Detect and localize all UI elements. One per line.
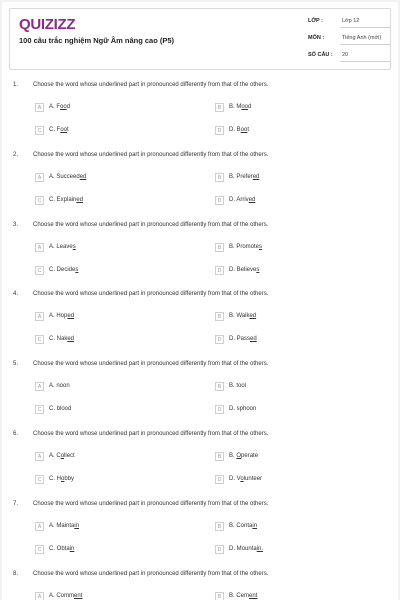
option-text-part: Explain xyxy=(56,196,77,203)
underlined-part: in xyxy=(74,522,80,529)
option-text-part: Walk xyxy=(236,313,250,320)
option-letter-box: A xyxy=(35,173,44,182)
underlined-part: ed xyxy=(248,196,256,203)
question-text: Choose the word whose underlined part in pronounced differently from that of the others. xyxy=(33,500,269,507)
option-letter-box: C xyxy=(35,196,44,205)
underlined-part: ed xyxy=(76,196,84,203)
option-text-part: B. xyxy=(229,313,237,320)
question-text: Choose the word whose underlined part in pronounced differently from that of the others. xyxy=(33,570,269,577)
question-text: Choose the word whose underlined part in pronounced differently from that of the others. xyxy=(33,431,269,437)
option-text-part: C. xyxy=(49,266,57,273)
meta-label: LỚP : xyxy=(308,18,323,24)
option-letter-box: A xyxy=(35,452,44,461)
underlined-part: s xyxy=(75,266,79,273)
option-text-part: Comm xyxy=(56,592,75,599)
meta-underline xyxy=(340,61,390,62)
option-text-part: D. xyxy=(229,336,237,343)
option-text xyxy=(229,197,255,203)
option-text-part: Conta xyxy=(236,522,253,529)
option-text xyxy=(49,336,74,342)
option-text xyxy=(49,313,74,319)
option-text-part: A. xyxy=(49,592,57,599)
option-text-part: sphoon xyxy=(236,406,257,413)
question-number: 8. xyxy=(13,570,19,577)
option-letter-box: D xyxy=(215,335,224,344)
underlined-part: s xyxy=(72,243,76,250)
option-text-part: B. xyxy=(229,173,237,180)
question-3 xyxy=(2,222,398,282)
option-text-part: B. xyxy=(229,243,237,250)
underlined-part: in xyxy=(252,522,258,529)
question-1 xyxy=(2,82,398,142)
option-text-part: B xyxy=(236,127,241,133)
option-letter-box: D xyxy=(215,405,224,414)
option-text xyxy=(229,523,257,529)
option-text xyxy=(49,523,79,529)
option-text xyxy=(49,127,69,133)
underlined-part: ent xyxy=(249,592,258,599)
option-text-part: B. xyxy=(229,592,237,599)
option-text xyxy=(49,383,70,389)
option-text xyxy=(49,244,76,250)
option-text xyxy=(49,104,70,110)
option-text-part: Prefer xyxy=(236,173,253,180)
option-text-part: Mounta xyxy=(236,545,257,552)
option-text-part: A. xyxy=(49,453,57,459)
option-letter-box: C xyxy=(35,126,44,135)
option-text-part: H xyxy=(56,476,62,482)
option-text-part: t xyxy=(247,127,250,133)
question-7 xyxy=(2,501,398,561)
option-text-part: C. xyxy=(49,336,57,343)
option-text-part: B. xyxy=(229,453,237,459)
option-letter-box: B xyxy=(215,243,224,252)
option-text xyxy=(229,127,249,133)
option-text xyxy=(229,104,251,110)
option-text-part: Leave xyxy=(56,243,73,250)
option-text-part: A. xyxy=(49,522,57,529)
meta-underline xyxy=(340,44,390,45)
option-text-part: noon xyxy=(56,383,70,390)
option-text-part: D. xyxy=(229,196,237,203)
option-text xyxy=(49,197,83,203)
option-text-part: llect xyxy=(64,453,75,459)
worksheet-meta xyxy=(308,18,390,69)
question-text: Choose the word whose underlined part in pronounced differently from that of the others. xyxy=(33,151,269,158)
underlined-part: oo xyxy=(240,127,248,133)
worksheet-header xyxy=(9,8,391,70)
option-text xyxy=(229,476,262,482)
underlined-part: s xyxy=(259,243,263,250)
question-5 xyxy=(2,361,398,421)
option-text-part: Pass xyxy=(236,336,251,343)
option-letter-box: A xyxy=(35,243,44,252)
option-text-part: C. xyxy=(49,127,57,133)
option-text xyxy=(229,453,258,459)
option-letter-box: A xyxy=(35,522,44,531)
option-text xyxy=(229,593,257,599)
option-text-part: Obta xyxy=(56,545,70,552)
meta-label: SỐ CÂU : xyxy=(308,52,333,58)
question-number: 6. xyxy=(13,431,19,437)
option-text-part: B. xyxy=(229,383,237,390)
underlined-part: oo xyxy=(60,127,68,133)
option-text-part: d xyxy=(248,104,252,110)
option-letter-box: C xyxy=(35,335,44,344)
underlined-part: o xyxy=(61,476,65,482)
meta-value: 20 xyxy=(342,52,349,58)
option-text-part: blood xyxy=(56,406,72,413)
option-text-part: perate xyxy=(241,453,259,459)
option-letter-box: B xyxy=(215,312,224,321)
underlined-part: ed xyxy=(252,173,260,180)
option-text xyxy=(229,383,246,389)
option-text-part: V xyxy=(236,476,241,482)
question-text: Choose the word whose underlined part in pronounced differently from that of the others. xyxy=(33,291,269,298)
option-text-part: C xyxy=(56,453,61,459)
question-2 xyxy=(2,152,398,212)
option-text xyxy=(229,546,263,552)
option-text-part: D. xyxy=(229,406,237,413)
option-text xyxy=(229,406,256,412)
option-text-part: lunteer xyxy=(243,476,263,482)
option-text-part: D. xyxy=(229,127,237,133)
option-letter-box: B xyxy=(215,103,224,112)
option-letter-box: A xyxy=(35,382,44,391)
option-text-part: Cem xyxy=(236,592,250,599)
meta-row-subject xyxy=(308,35,390,52)
question-number: 1. xyxy=(13,82,19,88)
question-8 xyxy=(2,571,398,600)
option-text-part: A. xyxy=(49,383,57,390)
option-text-part: C. xyxy=(49,406,57,413)
underlined-part: o xyxy=(240,476,244,482)
option-letter-box: A xyxy=(35,592,44,600)
underlined-part: s xyxy=(256,266,260,273)
option-text-part: C. xyxy=(49,476,57,482)
option-letter-box: D xyxy=(215,196,224,205)
option-text-part: B. xyxy=(229,522,237,529)
option-text-part: Nak xyxy=(56,336,68,343)
option-text-part: bby xyxy=(64,476,75,482)
underlined-part: in. xyxy=(256,545,264,552)
underlined-part: ed xyxy=(67,313,75,320)
question-number: 4. xyxy=(13,291,19,298)
meta-row-grade xyxy=(308,18,390,35)
question-6 xyxy=(2,431,398,491)
option-text-part: B. xyxy=(229,104,237,110)
option-text-part: D. xyxy=(229,266,237,273)
option-letter-box: C xyxy=(35,405,44,414)
option-text-part: F xyxy=(56,127,61,133)
option-text xyxy=(229,244,262,250)
option-text-part: Believe xyxy=(236,266,257,273)
option-text xyxy=(49,593,82,599)
underlined-part: oo xyxy=(241,104,249,110)
option-text xyxy=(49,453,75,459)
option-text-part: F xyxy=(56,104,61,110)
option-text-part: D. xyxy=(229,545,237,552)
option-text xyxy=(229,313,256,319)
option-letter-box: C xyxy=(35,545,44,554)
option-text xyxy=(49,476,74,482)
option-text-part: C. xyxy=(49,196,57,203)
quizizz-logo: QUIZIZZ xyxy=(19,16,76,33)
option-text-part: C. xyxy=(49,545,57,552)
underlined-part: ent xyxy=(74,592,83,599)
option-text-part: Arriv xyxy=(236,196,249,203)
option-text-part: tool xyxy=(236,383,247,390)
option-text-part: d xyxy=(66,104,71,110)
underlined-part: ed xyxy=(249,313,257,320)
question-text: Choose the word whose underlined part in pronounced differently from that of the others. xyxy=(33,221,269,228)
question-text: Choose the word whose underlined part in pronounced differently from that of the others. xyxy=(33,361,269,368)
meta-value: Lớp 12 xyxy=(342,18,360,24)
meta-row-count xyxy=(308,52,390,69)
option-letter-box: B xyxy=(215,452,224,461)
worksheet-page xyxy=(2,2,398,600)
question-number: 5. xyxy=(13,361,19,368)
question-text: Choose the word whose underlined part in pronounced differently from that of the others. xyxy=(33,82,269,88)
option-text xyxy=(229,174,259,180)
option-letter-box: A xyxy=(35,312,44,321)
option-text-part: Promote xyxy=(236,243,260,250)
underlined-part: o xyxy=(60,453,65,459)
option-letter-box: D xyxy=(215,126,224,135)
underlined-part: ed xyxy=(250,336,257,343)
option-text xyxy=(49,546,74,552)
meta-label: MÔN : xyxy=(308,35,325,41)
option-text-part: Mainta xyxy=(56,522,75,529)
option-text-part: Decide xyxy=(56,266,76,273)
option-text-part: A. xyxy=(49,243,57,250)
worksheet-title: 100 câu trắc nghiệm Ngữ Âm nâng cao (P5) xyxy=(19,36,175,45)
option-text-part: D. xyxy=(229,476,237,482)
option-letter-box: B xyxy=(215,522,224,531)
option-text xyxy=(49,174,86,180)
option-letter-box: D xyxy=(215,475,224,484)
underlined-part: oo xyxy=(60,104,67,110)
option-text-part: Hop xyxy=(56,313,68,320)
option-letter-box: C xyxy=(35,475,44,484)
option-letter-box: B xyxy=(215,173,224,182)
underlined-part: in xyxy=(69,545,75,552)
option-text-part: A. xyxy=(49,313,57,320)
question-number: 2. xyxy=(13,151,19,158)
meta-value: Tiếng Anh (mới) xyxy=(342,35,382,41)
option-text-part: Succeed xyxy=(56,173,80,180)
option-text-part: M xyxy=(236,104,242,110)
option-text xyxy=(49,406,71,412)
option-letter-box: D xyxy=(215,266,224,275)
option-text-part: t xyxy=(67,127,69,133)
option-text-part: A. xyxy=(49,173,57,180)
option-letter-box: A xyxy=(35,103,44,112)
option-text xyxy=(49,267,78,273)
underlined-part: O xyxy=(236,453,242,459)
option-letter-box: B xyxy=(215,592,224,600)
underlined-part: ed xyxy=(67,336,75,343)
meta-underline xyxy=(340,27,390,28)
question-4 xyxy=(2,291,398,351)
option-text xyxy=(229,267,259,273)
option-text xyxy=(229,336,257,342)
option-letter-box: D xyxy=(215,545,224,554)
underlined-part: ed xyxy=(79,173,87,180)
question-number: 7. xyxy=(13,500,19,507)
option-letter-box: B xyxy=(215,382,224,391)
option-text-part: A. xyxy=(49,104,57,110)
question-number: 3. xyxy=(13,221,19,228)
option-letter-box: C xyxy=(35,266,44,275)
